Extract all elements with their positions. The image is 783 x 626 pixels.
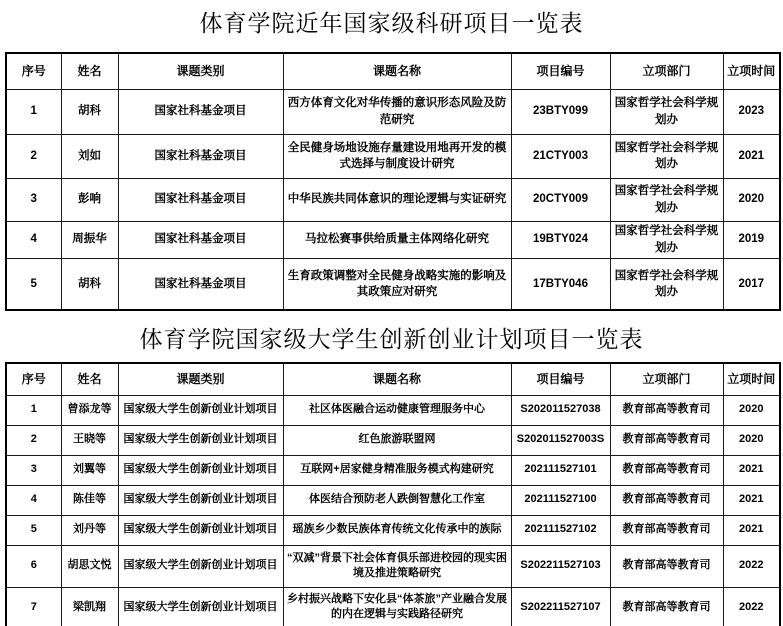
cell-department: 国家哲学社会科学规划办 bbox=[610, 258, 723, 310]
cell-project-number: 23BTY099 bbox=[511, 89, 610, 134]
column-header-project-number: 项目编号 bbox=[511, 363, 610, 395]
cell-department: 国家哲学社会科学规划办 bbox=[610, 221, 723, 258]
cell-year: 2017 bbox=[723, 258, 780, 310]
cell-project-title: 西方体育文化对华传播的意识形态风险及防范研究 bbox=[283, 89, 511, 134]
cell-project-number: 202111527102 bbox=[511, 515, 610, 545]
research-table-title: 体育学院近年国家级科研项目一览表 bbox=[199, 10, 584, 36]
column-header-category: 课题类别 bbox=[118, 363, 283, 395]
cell-department: 国家哲学社会科学规划办 bbox=[610, 134, 723, 178]
cell-project-title: 红色旅游联盟网 bbox=[283, 425, 511, 455]
cell-serial: 3 bbox=[6, 455, 61, 485]
cell-year: 2022 bbox=[723, 545, 780, 587]
column-header-project-title: 课题名称 bbox=[283, 363, 511, 395]
cell-category: 国家社科基金项目 bbox=[118, 258, 283, 310]
cell-year: 2021 bbox=[723, 455, 780, 485]
cell-project-title: 瑶族乡少数民族体育传统文化传承中的族际 bbox=[283, 515, 511, 545]
cell-serial: 1 bbox=[6, 89, 61, 134]
cell-serial: 7 bbox=[6, 587, 61, 626]
table-row bbox=[6, 395, 780, 425]
cell-serial: 2 bbox=[6, 425, 61, 455]
cell-project-number: S202011527038 bbox=[511, 395, 610, 425]
cell-category: 国家级大学生创新创业计划项目 bbox=[118, 545, 283, 587]
column-header-department: 立项部门 bbox=[610, 53, 723, 89]
table-row bbox=[6, 485, 780, 515]
table-row bbox=[6, 515, 780, 545]
column-header-name: 姓名 bbox=[61, 53, 118, 89]
innovation-table-title: 体育学院国家级大学生创新创业计划项目一览表 bbox=[139, 326, 644, 352]
cell-project-title: 乡村振兴战略下安化县“体茶旅”产业融合发展的内在逻辑与实践路径研究 bbox=[283, 587, 511, 626]
cell-year: 2020 bbox=[723, 425, 780, 455]
cell-year: 2020 bbox=[723, 395, 780, 425]
column-header-name: 姓名 bbox=[61, 363, 118, 395]
cell-name: 胡思文悦 bbox=[61, 545, 118, 587]
table-row bbox=[6, 89, 780, 134]
cell-name: 刘如 bbox=[61, 134, 118, 178]
cell-serial: 2 bbox=[6, 134, 61, 178]
cell-department: 国家哲学社会科学规划办 bbox=[610, 178, 723, 221]
cell-project-number: S202211527107 bbox=[511, 587, 610, 626]
cell-department: 教育部高等教育司 bbox=[610, 425, 723, 455]
cell-category: 国家级大学生创新创业计划项目 bbox=[118, 455, 283, 485]
cell-name: 刘丹等 bbox=[61, 515, 118, 545]
cell-name: 刘翼等 bbox=[61, 455, 118, 485]
cell-department: 教育部高等教育司 bbox=[610, 485, 723, 515]
cell-name: 胡科 bbox=[61, 89, 118, 134]
cell-project-number: 19BTY024 bbox=[511, 221, 610, 258]
column-header-year: 立项时间 bbox=[723, 363, 780, 395]
column-header-project-title: 课题名称 bbox=[283, 53, 511, 89]
cell-project-title: 中华民族共同体意识的理论逻辑与实证研究 bbox=[283, 178, 511, 221]
table-row bbox=[6, 587, 780, 626]
column-header-project-number: 项目编号 bbox=[511, 53, 610, 89]
cell-category: 国家社科基金项目 bbox=[118, 178, 283, 221]
cell-name: 陈佳等 bbox=[61, 485, 118, 515]
cell-serial: 5 bbox=[6, 515, 61, 545]
cell-project-number: 20CTY009 bbox=[511, 178, 610, 221]
cell-department: 教育部高等教育司 bbox=[610, 587, 723, 626]
cell-serial: 5 bbox=[6, 258, 61, 310]
cell-name: 王晓等 bbox=[61, 425, 118, 455]
table-row bbox=[6, 425, 780, 455]
cell-year: 2021 bbox=[723, 134, 780, 178]
cell-project-number: S202211527103 bbox=[511, 545, 610, 587]
cell-year: 2021 bbox=[723, 485, 780, 515]
cell-name: 周振华 bbox=[61, 221, 118, 258]
cell-name: 梁凯翔 bbox=[61, 587, 118, 626]
cell-department: 国家哲学社会科学规划办 bbox=[610, 89, 723, 134]
cell-category: 国家级大学生创新创业计划项目 bbox=[118, 515, 283, 545]
table-header-row bbox=[6, 53, 780, 89]
column-header-category: 课题类别 bbox=[118, 53, 283, 89]
table-row bbox=[6, 258, 780, 310]
cell-category: 国家级大学生创新创业计划项目 bbox=[118, 485, 283, 515]
table-row bbox=[6, 178, 780, 221]
cell-year: 2023 bbox=[723, 89, 780, 134]
cell-year: 2019 bbox=[723, 221, 780, 258]
cell-year: 2021 bbox=[723, 515, 780, 545]
column-header-department: 立项部门 bbox=[610, 363, 723, 395]
cell-project-number: 17BTY046 bbox=[511, 258, 610, 310]
cell-department: 教育部高等教育司 bbox=[610, 515, 723, 545]
cell-category: 国家级大学生创新创业计划项目 bbox=[118, 587, 283, 626]
cell-serial: 1 bbox=[6, 395, 61, 425]
cell-name: 胡科 bbox=[61, 258, 118, 310]
cell-category: 国家级大学生创新创业计划项目 bbox=[118, 425, 283, 455]
cell-department: 教育部高等教育司 bbox=[610, 455, 723, 485]
cell-project-title: 社区体医融合运动健康管理服务中心 bbox=[283, 395, 511, 425]
cell-department: 教育部高等教育司 bbox=[610, 395, 723, 425]
table-row bbox=[6, 221, 780, 258]
cell-project-title: “双减”背景下社会体育俱乐部进校园的现实困境及推进策略研究 bbox=[283, 545, 511, 587]
column-header-serial: 序号 bbox=[6, 53, 61, 89]
cell-name: 曾添龙等 bbox=[61, 395, 118, 425]
cell-serial: 4 bbox=[6, 485, 61, 515]
cell-serial: 6 bbox=[6, 545, 61, 587]
cell-project-number: 202111527100 bbox=[511, 485, 610, 515]
cell-department: 教育部高等教育司 bbox=[610, 545, 723, 587]
cell-project-title: 全民健身场地设施存量建设用地再开发的模式选择与制度设计研究 bbox=[283, 134, 511, 178]
cell-project-title: 体医结合预防老人跌倒智慧化工作室 bbox=[283, 485, 511, 515]
column-header-year: 立项时间 bbox=[723, 53, 780, 89]
table-row bbox=[6, 455, 780, 485]
table-header-row bbox=[6, 363, 780, 395]
cell-year: 2022 bbox=[723, 587, 780, 626]
cell-name: 彭响 bbox=[61, 178, 118, 221]
cell-year: 2020 bbox=[723, 178, 780, 221]
innovation-projects-table bbox=[5, 362, 781, 626]
cell-project-title: 马拉松赛事供给质量主体网络化研究 bbox=[283, 221, 511, 258]
column-header-serial: 序号 bbox=[6, 363, 61, 395]
cell-project-number: S202011527003S bbox=[511, 425, 610, 455]
cell-category: 国家级大学生创新创业计划项目 bbox=[118, 395, 283, 425]
cell-project-title: 生育政策调整对全民健身战略实施的影响及其政策应对研究 bbox=[283, 258, 511, 310]
cell-category: 国家社科基金项目 bbox=[118, 89, 283, 134]
cell-project-title: 互联网+居家健身精准服务模式构建研究 bbox=[283, 455, 511, 485]
cell-project-number: 202111527101 bbox=[511, 455, 610, 485]
table-row bbox=[6, 134, 780, 178]
research-projects-table bbox=[5, 52, 781, 311]
cell-serial: 4 bbox=[6, 221, 61, 258]
cell-project-number: 21CTY003 bbox=[511, 134, 610, 178]
table-row bbox=[6, 545, 780, 587]
cell-category: 国家社科基金项目 bbox=[118, 134, 283, 178]
cell-category: 国家社科基金项目 bbox=[118, 221, 283, 258]
cell-serial: 3 bbox=[6, 178, 61, 221]
